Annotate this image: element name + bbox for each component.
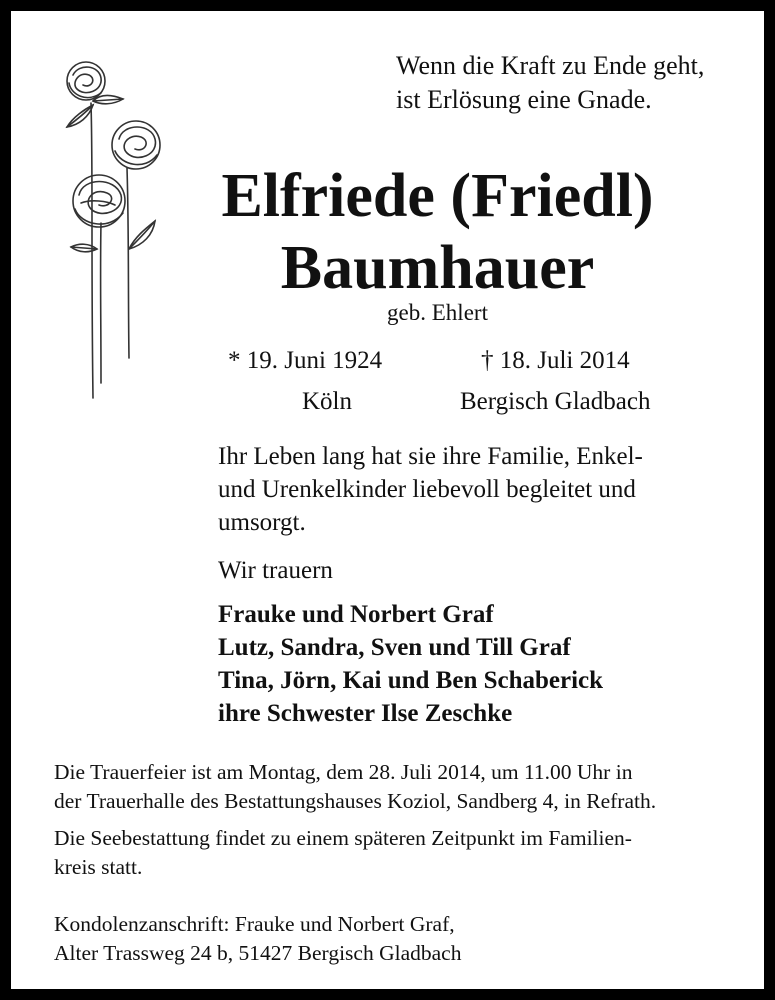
motto-line: ist Erlösung eine Gnade.: [396, 85, 652, 114]
rose-flower: [67, 62, 105, 100]
maiden-name: geb. Ehlert: [387, 300, 488, 325]
death-place: Bergisch Gladbach: [460, 388, 651, 415]
tribute-line: und Urenkelkinder liebevoll begleitet und: [218, 476, 636, 503]
mourners-intro: Wir trauern: [218, 557, 333, 584]
death-date: † 18. Juli 2014: [481, 347, 630, 374]
tribute-text: [218, 440, 643, 539]
mourner-name: Tina, Jörn, Kai und Ben Schaberick: [218, 667, 604, 694]
motto-line: Wenn die Kraft zu Ende geht,: [396, 51, 705, 80]
birth-date: * 19. Juni 1924: [228, 347, 383, 374]
mourner-name: Lutz, Sandra, Sven und Till Graf: [218, 634, 571, 661]
service-line: der Trauerhalle des Bestattungshauses Koziol, Sandberg 4, in Refrath.: [54, 789, 657, 813]
tribute-line: umsorgt.: [218, 509, 306, 536]
birth-place: Köln: [302, 388, 352, 415]
mourner-name: ihre Schwester Ilse Zeschke: [218, 700, 513, 727]
condolence-line: Kondolenzanschrift: Frauke und Norbert Graf,: [54, 912, 455, 936]
condolence-line: Alter Trassweg 24 b, 51427 Bergisch Gladbach: [54, 941, 462, 965]
funeral-service-text: [54, 758, 656, 816]
tribute-line: Ihr Leben lang hat sie ihre Familie, Enkel-: [218, 443, 643, 470]
motto: [396, 49, 704, 117]
condolence-address: [54, 910, 461, 968]
service-line: Die Trauerfeier ist am Montag, dem 28. Juli 2014, um 11.00 Uhr in: [54, 760, 633, 784]
rose-leaf: [67, 105, 93, 127]
deceased-name-line1: Elfriede (Friedl): [221, 162, 654, 230]
deceased-name-line2: Baumhauer: [280, 234, 595, 302]
mourner-name: Frauke und Norbert Graf: [218, 601, 494, 628]
burial-line: kreis statt.: [54, 855, 143, 879]
mourners-list: [218, 598, 603, 730]
burial-line: Die Seebestattung findet zu einem späteren Zeitpunkt im Familien-: [54, 826, 632, 850]
sea-burial-text: [54, 824, 632, 882]
